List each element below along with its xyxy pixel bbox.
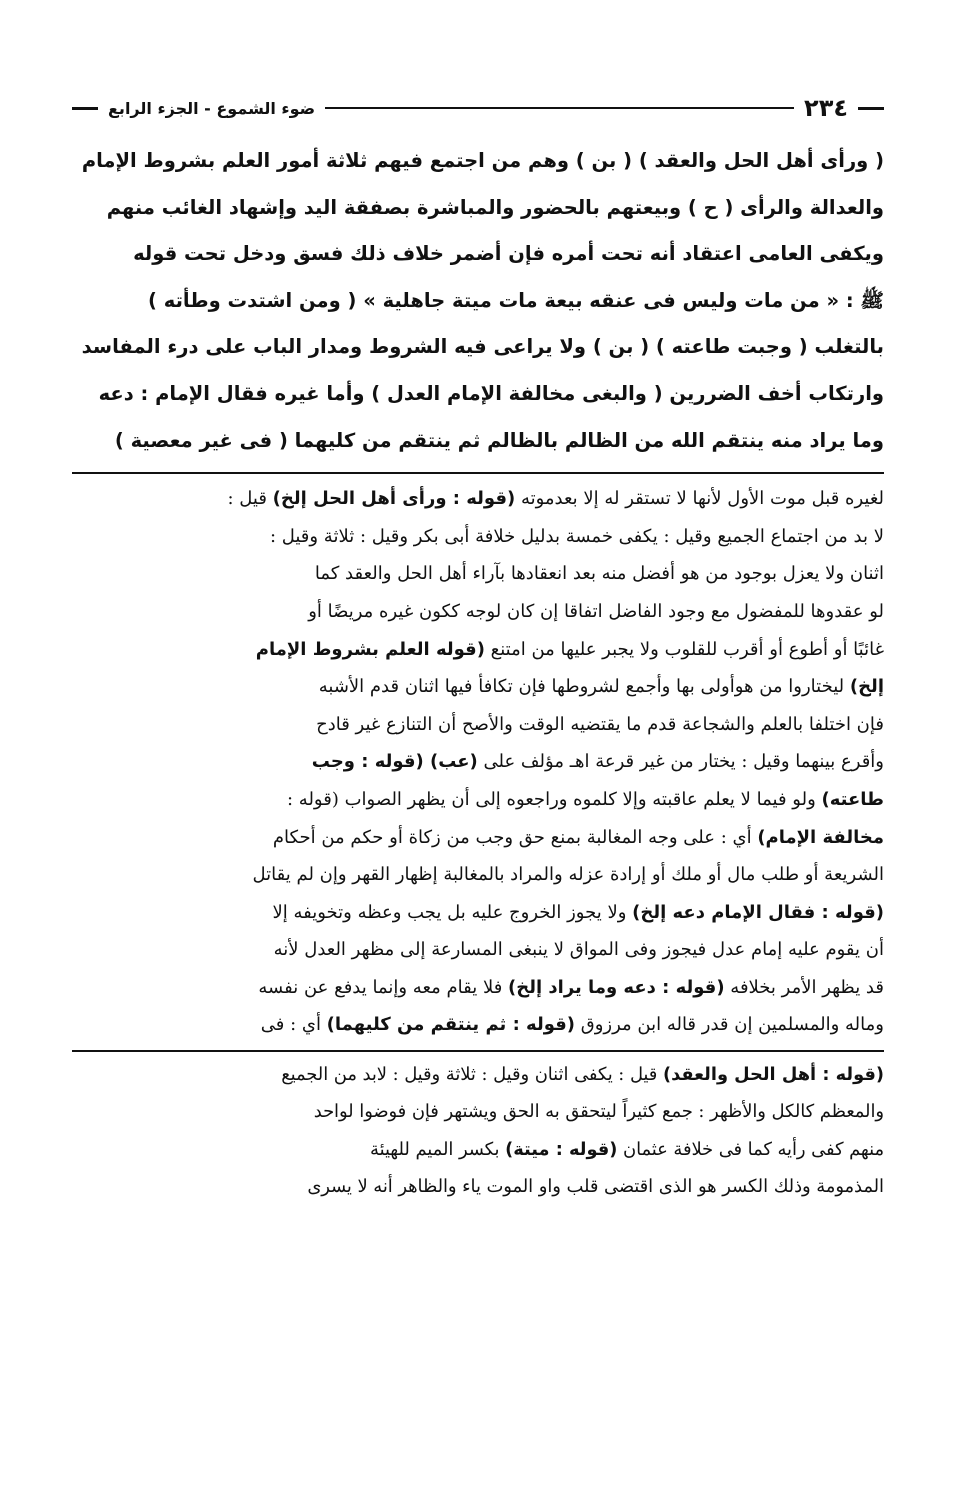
note-line: (قوله : أهل الحل والعقد) قيل : يكفى اثنان وقيل : ثلاثة وقيل : لابد من الجميع bbox=[281, 1064, 884, 1086]
commentary-line: لا بد من اجتماع الجميع وقيل : يكفى خمسة بدليل خلافة أبى بكر وقيل : ثلاثة وقيل : bbox=[269, 525, 884, 547]
main-text-line: بالتغلب ( وجبت طاعته ) ( بن ) ولا يراعى فيه الشروط ومدار الباب على درء المفاسد bbox=[81, 335, 884, 359]
commentary-line: أن يقوم عليه إمام عدل فيجوز وفى المواق لا ينبغى المسارعة إلى مظهر العدل لأنه bbox=[273, 939, 884, 961]
main-text-block bbox=[72, 138, 884, 464]
commentary-line: لغيره قبل موت الأول لأنها لا تستقر له إلا بعدموته (قوله : ورأى أهل الحل إلخ) قيل : bbox=[227, 488, 884, 510]
header-dash bbox=[858, 107, 884, 110]
main-text-line: والعدالة والرأى ( ح ) وبيعتهم بالحضور والمباشرة بصفقة اليد وإشهاد الغائب منهم bbox=[106, 195, 884, 219]
notes-separator bbox=[72, 1050, 884, 1052]
commentary-line: إلخ) ليختاروا من هوأولى بها وأجمع لشروطها فإن تكافأ فيها اثنان قدم الأشبه bbox=[318, 676, 884, 698]
commentary-line: وماله والمسلمين إن قدر قاله ابن مرزوق (قوله : ثم ينتقم من كليهما) أي : فى bbox=[260, 1014, 884, 1036]
note-line: والمعظم كالكل والأظهر : جمع كثيراً ليتحقق به الحق ويشتهر فإن فوضوا لواحد bbox=[313, 1101, 884, 1123]
page-number: ٢٣٤ bbox=[804, 94, 848, 122]
book-title: ضوء الشموع - الجزء الرابع bbox=[108, 98, 316, 118]
main-text-line: وما يراد منه ينتقم الله من الظالم بالظالم ثم ينتقم من كليهما ( فى غير معصية ) bbox=[114, 428, 884, 452]
commentary-line: طاعته) ولو فيما لا يعلم عاقبته وإلا كلموه وراجعوه إلى أن يظهر الصواب (قوله : bbox=[287, 788, 884, 810]
main-text-line: ﷺ : « من مات وليس فى عنقه بيعة مات ميتة جاهلية » ( ومن اشتدت وطأته ) bbox=[148, 288, 884, 312]
note-line: منهم كفى رأيه كما فى خلافة عثمان (قوله : ميتة) بكسر الميم للهيئة bbox=[370, 1138, 884, 1160]
commentary-line: مخالفة الإمام) أي : على وجه المغالبة بمنع حق وجب من زكاة أو حكم من أحكام bbox=[272, 826, 884, 848]
commentary-line: فإن اختلفا بالعلم والشجاعة قدم ما يقتضيه الوقت والأصح أن التنازع غير قادح bbox=[316, 713, 884, 735]
commentary-block bbox=[72, 480, 884, 1044]
notes-block bbox=[72, 1056, 884, 1206]
commentary-line: (قوله : فقال الإمام دعه إلخ) ولا يجوز الخروج عليه بل يجب وعظه وتخويفه إلا bbox=[272, 901, 884, 923]
running-header bbox=[72, 88, 884, 128]
main-text-line: وارتكاب أخف الضررين ( والبغى مخالفة الإمام العدل ) وأما غيره فقال الإمام : دعه bbox=[98, 381, 884, 405]
header-dash bbox=[72, 107, 98, 110]
book-page bbox=[72, 88, 884, 1206]
header-rule bbox=[325, 107, 794, 109]
section-separator bbox=[72, 472, 884, 474]
main-text-line: ( ورأى أهل الحل والعقد ) ( بن ) وهم من اجتمع فيهم ثلاثة أمور العلم بشروط الإمام bbox=[81, 149, 884, 172]
commentary-line: لو عقدوها للمفضول مع وجود الفاضل اتفاقا إن كان لوجه ككون غيره مريضًا أو bbox=[308, 600, 884, 622]
commentary-line: اثنان ولا يعزل بوجود من هو أفضل منه بعد انعقادها بآراء أهل الحل والعقد كما bbox=[314, 563, 884, 585]
main-text-line: ويكفى العامى اعتقاد أنه تحت أمره فإن أضمر خلاف ذلك فسق ودخل تحت قوله bbox=[133, 242, 884, 266]
commentary-line: غائبًا أو أطوع أو أقرب للقلوب ولا يجبر عليها من امتنع (قوله العلم بشروط الإمام bbox=[255, 638, 884, 660]
commentary-line: وأقرع بينهما وقيل : يختار من غير قرعة اهـ مؤلف على (عب) (قوله : وجب bbox=[311, 751, 884, 773]
note-line: المذمومة وذلك الكسر هو الذى اقتضى قلب واو الموت ياء والظاهر أنه لا يسرى bbox=[307, 1176, 884, 1198]
commentary-line: الشريعة أو طلب مال أو ملك أو إرادة عزله والمراد بالمغالبة إظهار القهر وإن لم يقاتل bbox=[252, 864, 884, 886]
commentary-line: قد يظهر الأمر بخلافه (قوله : دعه وما يراد إلخ) فلا يقام معه وإنما يدفع عن نفسه bbox=[258, 976, 884, 998]
